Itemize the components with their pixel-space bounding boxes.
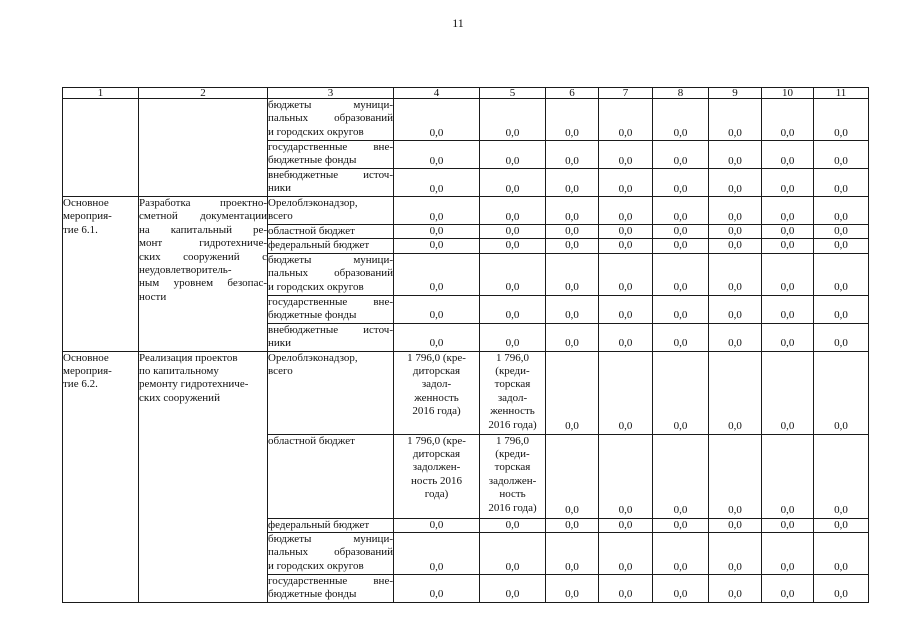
amount-cell: 0,0 (480, 533, 546, 575)
amount-cell: 0,0 (653, 239, 709, 253)
amount-cell: 0,0 (762, 518, 814, 532)
amount-cell: 0,0 (546, 434, 599, 518)
amount-cell: 0,0 (546, 351, 599, 434)
amount-cell: 0,0 (653, 295, 709, 323)
column-number: 10 (762, 88, 814, 99)
amount-cell: 1 796,0 (кре- диторская задол- женность 2016 года) (394, 351, 480, 434)
column-number: 6 (546, 88, 599, 99)
text-line: ники (268, 182, 292, 195)
amount-cell: 0,0 (709, 434, 762, 518)
amount-cell: 0,0 (394, 169, 480, 197)
table-row (63, 351, 869, 434)
text-line: ным уровнем безопас- (139, 277, 267, 290)
amount-cell: 0,0 (394, 239, 480, 253)
amount-cell: 0,0 (599, 99, 653, 141)
amount-cell: 0,0 (709, 533, 762, 575)
amount-cell: 0,0 (709, 253, 762, 295)
amount-cell: 0,0 (814, 434, 869, 518)
column-number: 3 (268, 88, 394, 99)
text-line: государственные вне- (268, 295, 393, 308)
amount-cell: 0,0 (762, 253, 814, 295)
text-line: бюджетные фонды (268, 154, 357, 167)
amount-cell: 1 796,0 (кре- диторская задолжен- ность 2016 года) (394, 434, 480, 518)
amount-cell: 1 796,0 (креди- торская задолжен- ность 2016 года) (480, 434, 546, 518)
amount-cell: 0,0 (709, 575, 762, 603)
amount-cell: 0,0 (480, 575, 546, 603)
column-number: 4 (394, 88, 480, 99)
amount-cell: 0,0 (709, 239, 762, 253)
column-number: 7 (599, 88, 653, 99)
amount-cell: 0,0 (653, 351, 709, 434)
funding-source (268, 253, 394, 295)
amount-cell: 0,0 (814, 351, 869, 434)
measure-code (63, 351, 139, 602)
amount-cell: 0,0 (762, 141, 814, 169)
funding-source: Орелоблэконадзор, всего (268, 197, 394, 225)
amount-cell: 0,0 (394, 197, 480, 225)
amount-cell: 0,0 (762, 351, 814, 434)
text-line: Разработка проектно- (139, 197, 267, 209)
amount-cell: 0,0 (599, 295, 653, 323)
funding-source: Орелоблэконадзор, всего (268, 351, 394, 434)
amount-cell: 0,0 (546, 169, 599, 197)
amount-cell: 0,0 (546, 141, 599, 169)
column-number: 5 (480, 88, 546, 99)
amount-cell: 0,0 (814, 533, 869, 575)
amount-cell: 0,0 (546, 239, 599, 253)
amount-cell: 0,0 (599, 518, 653, 532)
column-number: 11 (814, 88, 869, 99)
amount-cell: 0,0 (480, 197, 546, 225)
amount-cell: 0,0 (762, 295, 814, 323)
text-line: и городских округов (268, 125, 364, 138)
funding-source: федеральный бюджет (268, 518, 394, 532)
text-line: тие 6.2. (63, 378, 98, 391)
amount-cell: 0,0 (480, 169, 546, 197)
amount-cell: 0,0 (814, 518, 869, 532)
funding-source (268, 295, 394, 323)
column-number: 9 (709, 88, 762, 99)
text-line: внебюджетные источ- (268, 323, 393, 336)
amount-cell: 0,0 (546, 295, 599, 323)
text-line: пальных образований (268, 267, 393, 280)
amount-cell: 0,0 (653, 141, 709, 169)
amount-cell: 0,0 (480, 253, 546, 295)
text-line: неудовлетворитель- (139, 264, 232, 277)
amount-cell: 0,0 (394, 99, 480, 141)
funding-source (268, 575, 394, 603)
amount-cell: 0,0 (599, 197, 653, 225)
amount-cell: 0,0 (394, 323, 480, 351)
amount-cell: 0,0 (709, 99, 762, 141)
amount-cell: 0,0 (762, 225, 814, 239)
amount-cell: 0,0 (814, 225, 869, 239)
text-line: Основное (63, 197, 109, 209)
amount-cell: 0,0 (762, 169, 814, 197)
amount-cell: 0,0 (599, 253, 653, 295)
amount-cell: 0,0 (814, 99, 869, 141)
text-line: бюджетные фонды (268, 309, 357, 322)
amount-cell: 0,0 (599, 169, 653, 197)
amount-cell: 0,0 (814, 253, 869, 295)
amount-cell: 0,0 (546, 99, 599, 141)
funding-table (62, 87, 869, 603)
amount-cell: 0,0 (480, 141, 546, 169)
empty-cell (63, 99, 139, 197)
amount-cell: 0,0 (709, 323, 762, 351)
text-line: Основное (63, 351, 109, 364)
amount-cell: 0,0 (653, 225, 709, 239)
text-line: ских сооружений с (139, 250, 267, 263)
table-body (63, 88, 869, 603)
amount-cell: 0,0 (599, 575, 653, 603)
amount-cell: 0,0 (394, 295, 480, 323)
amount-cell: 0,0 (653, 323, 709, 351)
amount-cell: 0,0 (546, 575, 599, 603)
measure-title: Реализация проектов по капитальному ремонту гидротехниче- ских сооружений (139, 351, 268, 602)
amount-cell: 0,0 (394, 518, 480, 532)
amount-cell: 0,0 (709, 197, 762, 225)
column-number: 8 (653, 88, 709, 99)
amount-cell: 0,0 (599, 533, 653, 575)
text-line: и городских округов (268, 280, 364, 293)
text-line: тие 6.1. (63, 223, 98, 236)
funding-source (268, 141, 394, 169)
text-line: и городских округов (268, 559, 364, 572)
amount-cell: 0,0 (814, 323, 869, 351)
amount-cell: 0,0 (480, 225, 546, 239)
table-row (63, 99, 869, 141)
funding-source (268, 99, 394, 141)
amount-cell: 0,0 (599, 351, 653, 434)
amount-cell: 0,0 (709, 295, 762, 323)
amount-cell: 0,0 (709, 169, 762, 197)
amount-cell: 0,0 (546, 533, 599, 575)
amount-cell: 0,0 (599, 225, 653, 239)
funding-source: областной бюджет (268, 434, 394, 518)
text-line: бюджеты муници- (268, 99, 393, 111)
amount-cell: 0,0 (394, 225, 480, 239)
amount-cell: 0,0 (394, 253, 480, 295)
amount-cell: 0,0 (546, 225, 599, 239)
amount-cell: 0,0 (653, 169, 709, 197)
empty-cell (139, 99, 268, 197)
header-row (63, 88, 869, 99)
amount-cell: 0,0 (394, 141, 480, 169)
amount-cell: 0,0 (599, 434, 653, 518)
amount-cell: 0,0 (762, 434, 814, 518)
amount-cell: 0,0 (546, 323, 599, 351)
measure-title (139, 197, 268, 352)
text-line: мероприя- (63, 210, 112, 223)
amount-cell: 0,0 (762, 99, 814, 141)
funding-source: федеральный бюджет (268, 239, 394, 253)
amount-cell: 0,0 (480, 518, 546, 532)
funding-source (268, 323, 394, 351)
table-row (63, 197, 869, 225)
amount-cell: 0,0 (653, 197, 709, 225)
text-line: ники (268, 337, 292, 350)
text-line: бюджетные фонды (268, 588, 357, 601)
amount-cell: 0,0 (653, 533, 709, 575)
amount-cell: 0,0 (480, 295, 546, 323)
text-line: государственные вне- (268, 141, 393, 153)
amount-cell: 0,0 (653, 434, 709, 518)
amount-cell: 0,0 (814, 169, 869, 197)
amount-cell: 0,0 (653, 99, 709, 141)
text-line: на капитальный ре- (139, 223, 267, 236)
measure-code (63, 197, 139, 352)
amount-cell: 0,0 (653, 575, 709, 603)
text-line: мероприя- (63, 365, 112, 378)
text-line: внебюджетные источ- (268, 169, 393, 181)
amount-cell: 0,0 (480, 99, 546, 141)
amount-cell: 0,0 (814, 295, 869, 323)
amount-cell: 0,0 (480, 323, 546, 351)
text-line: сметной документации (139, 210, 267, 223)
text-line: пальных образований (268, 112, 393, 125)
amount-cell: 0,0 (814, 197, 869, 225)
amount-cell: 0,0 (762, 197, 814, 225)
amount-cell: 0,0 (762, 239, 814, 253)
amount-cell: 0,0 (394, 533, 480, 575)
text-line: бюджеты муници- (268, 253, 393, 266)
amount-cell: 0,0 (480, 239, 546, 253)
amount-cell: 0,0 (814, 575, 869, 603)
text-line: государственные вне- (268, 575, 393, 588)
amount-cell: 0,0 (394, 575, 480, 603)
amount-cell: 0,0 (762, 575, 814, 603)
amount-cell: 0,0 (762, 323, 814, 351)
page-number: 11 (452, 16, 464, 30)
amount-cell: 0,0 (599, 141, 653, 169)
amount-cell: 1 796,0 (креди- торская задол- женность 2016 года) (480, 351, 546, 434)
amount-cell: 0,0 (599, 239, 653, 253)
amount-cell: 0,0 (599, 323, 653, 351)
amount-cell: 0,0 (709, 518, 762, 532)
amount-cell: 0,0 (709, 141, 762, 169)
column-number: 1 (63, 88, 139, 99)
funding-source: областной бюджет (268, 225, 394, 239)
amount-cell: 0,0 (546, 253, 599, 295)
amount-cell: 0,0 (709, 351, 762, 434)
amount-cell: 0,0 (814, 141, 869, 169)
funding-source (268, 533, 394, 575)
text-line: ности (139, 290, 167, 303)
amount-cell: 0,0 (814, 239, 869, 253)
text-line: монт гидротехниче- (139, 237, 267, 250)
amount-cell: 0,0 (709, 225, 762, 239)
text-line: пальных образований (268, 546, 393, 559)
amount-cell: 0,0 (762, 533, 814, 575)
funding-source (268, 169, 394, 197)
column-number: 2 (139, 88, 268, 99)
text-line: бюджеты муници- (268, 533, 393, 546)
amount-cell: 0,0 (546, 197, 599, 225)
amount-cell: 0,0 (653, 518, 709, 532)
amount-cell: 0,0 (546, 518, 599, 532)
amount-cell: 0,0 (653, 253, 709, 295)
